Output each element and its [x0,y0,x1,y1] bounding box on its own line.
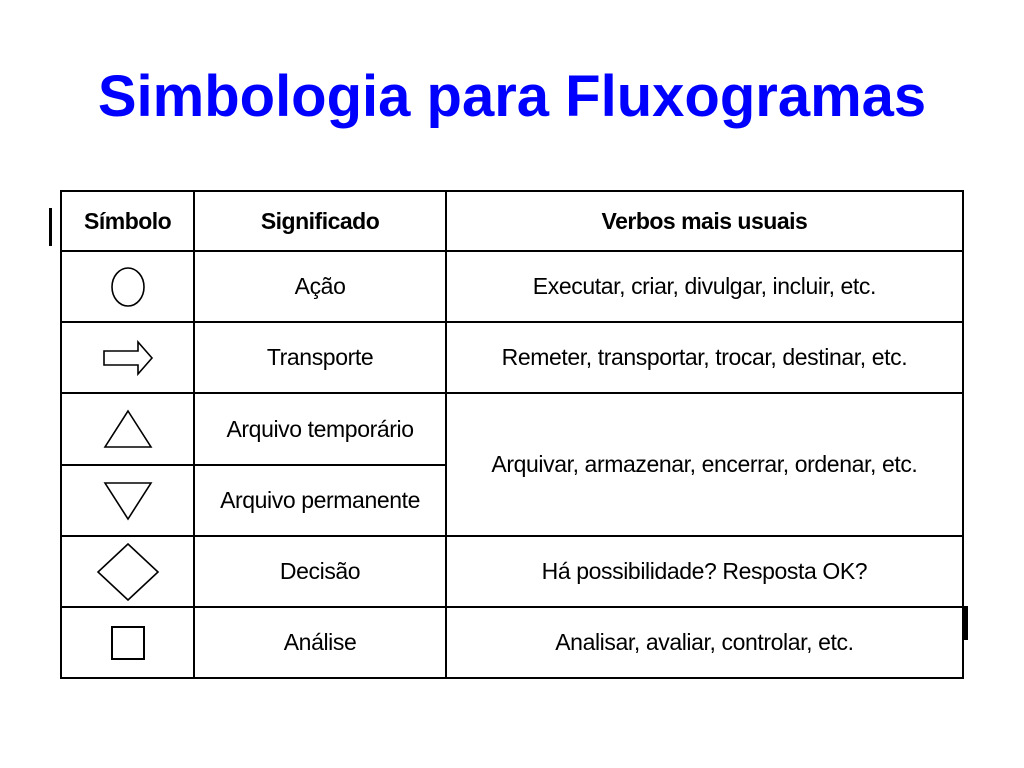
triangle-down-icon [102,479,154,523]
meaning-cell: Arquivo permanente [194,465,446,536]
meaning-cell: Transporte [194,322,446,393]
header-verbs: Verbos mais usuais [446,191,963,251]
triangle-up-icon [102,407,154,451]
symbol-cell [61,465,194,536]
table-header-row [61,191,963,251]
header-symbol: Símbolo [61,191,194,251]
symbol-cell [61,251,194,322]
left-edge-mark [49,208,52,246]
header-meaning: Significado [194,191,446,251]
table-row [61,393,963,465]
symbol-table [60,190,964,679]
table-row [61,251,963,322]
table-row [61,536,963,607]
symbol-table-container [60,190,964,678]
table-row [61,322,963,393]
diamond-icon [95,541,161,603]
table-row [61,607,963,678]
meaning-cell: Decisão [194,536,446,607]
verbs-cell: Executar, criar, divulgar, incluir, etc. [446,251,963,322]
verbs-cell: Arquivar, armazenar, encerrar, ordenar, etc. [446,393,963,536]
meaning-cell: Arquivo temporário [194,393,446,465]
symbol-cell [61,536,194,607]
square-icon [108,623,148,663]
verbs-cell: Há possibilidade? Resposta OK? [446,536,963,607]
verbs-cell: Remeter, transportar, trocar, destinar, etc. [446,322,963,393]
right-edge-mark [964,606,968,640]
arrow-right-icon [102,339,154,377]
symbol-cell [61,322,194,393]
circle-icon [108,265,148,309]
meaning-cell: Ação [194,251,446,322]
symbol-cell [61,393,194,465]
symbol-cell [61,607,194,678]
meaning-cell: Análise [194,607,446,678]
verbs-cell: Analisar, avaliar, controlar, etc. [446,607,963,678]
slide-title: Simbologia para Fluxogramas [97,64,927,129]
